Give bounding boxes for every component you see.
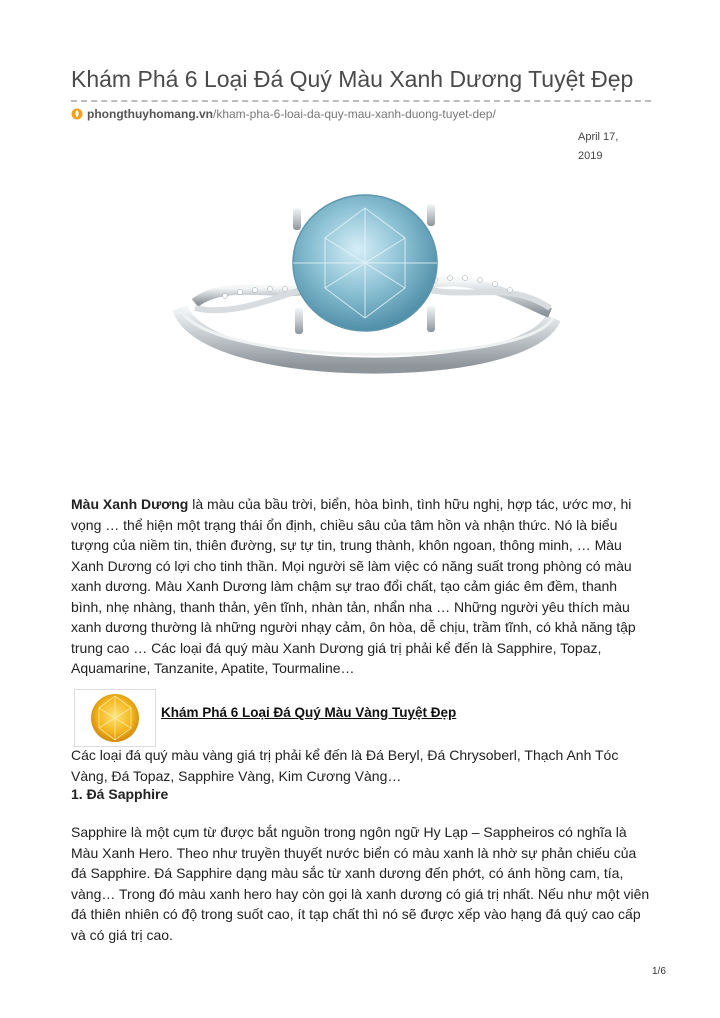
page-number: 1/6 bbox=[652, 966, 666, 977]
section-heading-sapphire: 1. Đá Sapphire bbox=[71, 786, 169, 802]
title-divider bbox=[71, 100, 651, 102]
intro-bold-lead: Màu Xanh Dương bbox=[71, 496, 189, 512]
page-title: Khám Phá 6 Loại Đá Quý Màu Xanh Dương Tuyệt Đẹp bbox=[71, 66, 634, 92]
source-url[interactable] bbox=[71, 107, 496, 121]
publish-date: April 17, 2019 bbox=[578, 131, 619, 162]
source-path: /kham-pha-6-loai-da-quy-mau-xanh-duong-tuyet-dep/ bbox=[212, 107, 496, 121]
intro-paragraph bbox=[71, 494, 651, 679]
yellow-diamond-thumbnail[interactable] bbox=[74, 689, 156, 747]
aquamarine-ring-image bbox=[165, 168, 565, 408]
source-domain: phongthuyhomang.vn bbox=[87, 107, 213, 121]
site-favicon-icon bbox=[71, 108, 83, 120]
intro-text: là màu của bầu trời, biển, hòa bình, tình hữu nghị, hợp tác, ước mơ, hi vọng … thể hiện một trạng thái ổn định, chiều sâu của tâm hồn và nhận thức. Nó là biểu tượng của niềm tin, thiên đường, sự tự tin, trung thành, khôn ngoan, thông minh, … Màu Xanh Dương có lợi cho tinh thần. Mọi người sẽ làm việc có năng suất trong phòng có màu xanh dương. Màu Xanh Dương làm chậm sự trao đổi chất, tạo cảm giác êm đềm, thanh bình, nhẹ nhàng, thanh thản, yên tĩnh, nhàn tản, nhẩn nha … Những người yêu thích màu xanh dương thường là những người nhạy cảm, ôn hòa, dễ chịu, trầm tĩnh, có khả năng tập trung cao … Các loại đá quý màu Xanh Dương giá trị phải kể đến là Sapphire, Topaz, Aquamarine, Tanzanite, Apatite, Tourmaline… bbox=[71, 496, 636, 676]
sapphire-paragraph: Sapphire là một cụm từ được bắt nguồn trong ngôn ngữ Hy Lạp – Sappheiros có nghĩa là Màu Xanh Hero. Theo như truyền thuyết nước biển có màu xanh là nhờ sự phản chiếu của đá Sapphire. Đá Sapphire dạng màu sắc từ xanh dương đến phớt, có ánh hồng cam, tía, vàng… Trong đó màu xanh hero hay còn gọi là xanh dương có giá trị nhất. Nếu như một viên đá thiên nhiên có độ trong suốt cao, ít tạp chất thì nó sẽ được xếp vào hạng đá quý cao cấp và có giá trị cao. bbox=[71, 824, 650, 943]
yellow-gems-paragraph: Các loại đá quý màu vàng giá trị phải kể đến là Đá Beryl, Đá Chrysoberl, Thạch Anh Tóc Vàng, Đá Topaz, Sapphire Vàng, Kim Cương Vàng… bbox=[71, 747, 619, 784]
related-article-link[interactable]: Khám Phá 6 Loại Đá Quý Màu Vàng Tuyệt Đẹp bbox=[161, 705, 457, 720]
